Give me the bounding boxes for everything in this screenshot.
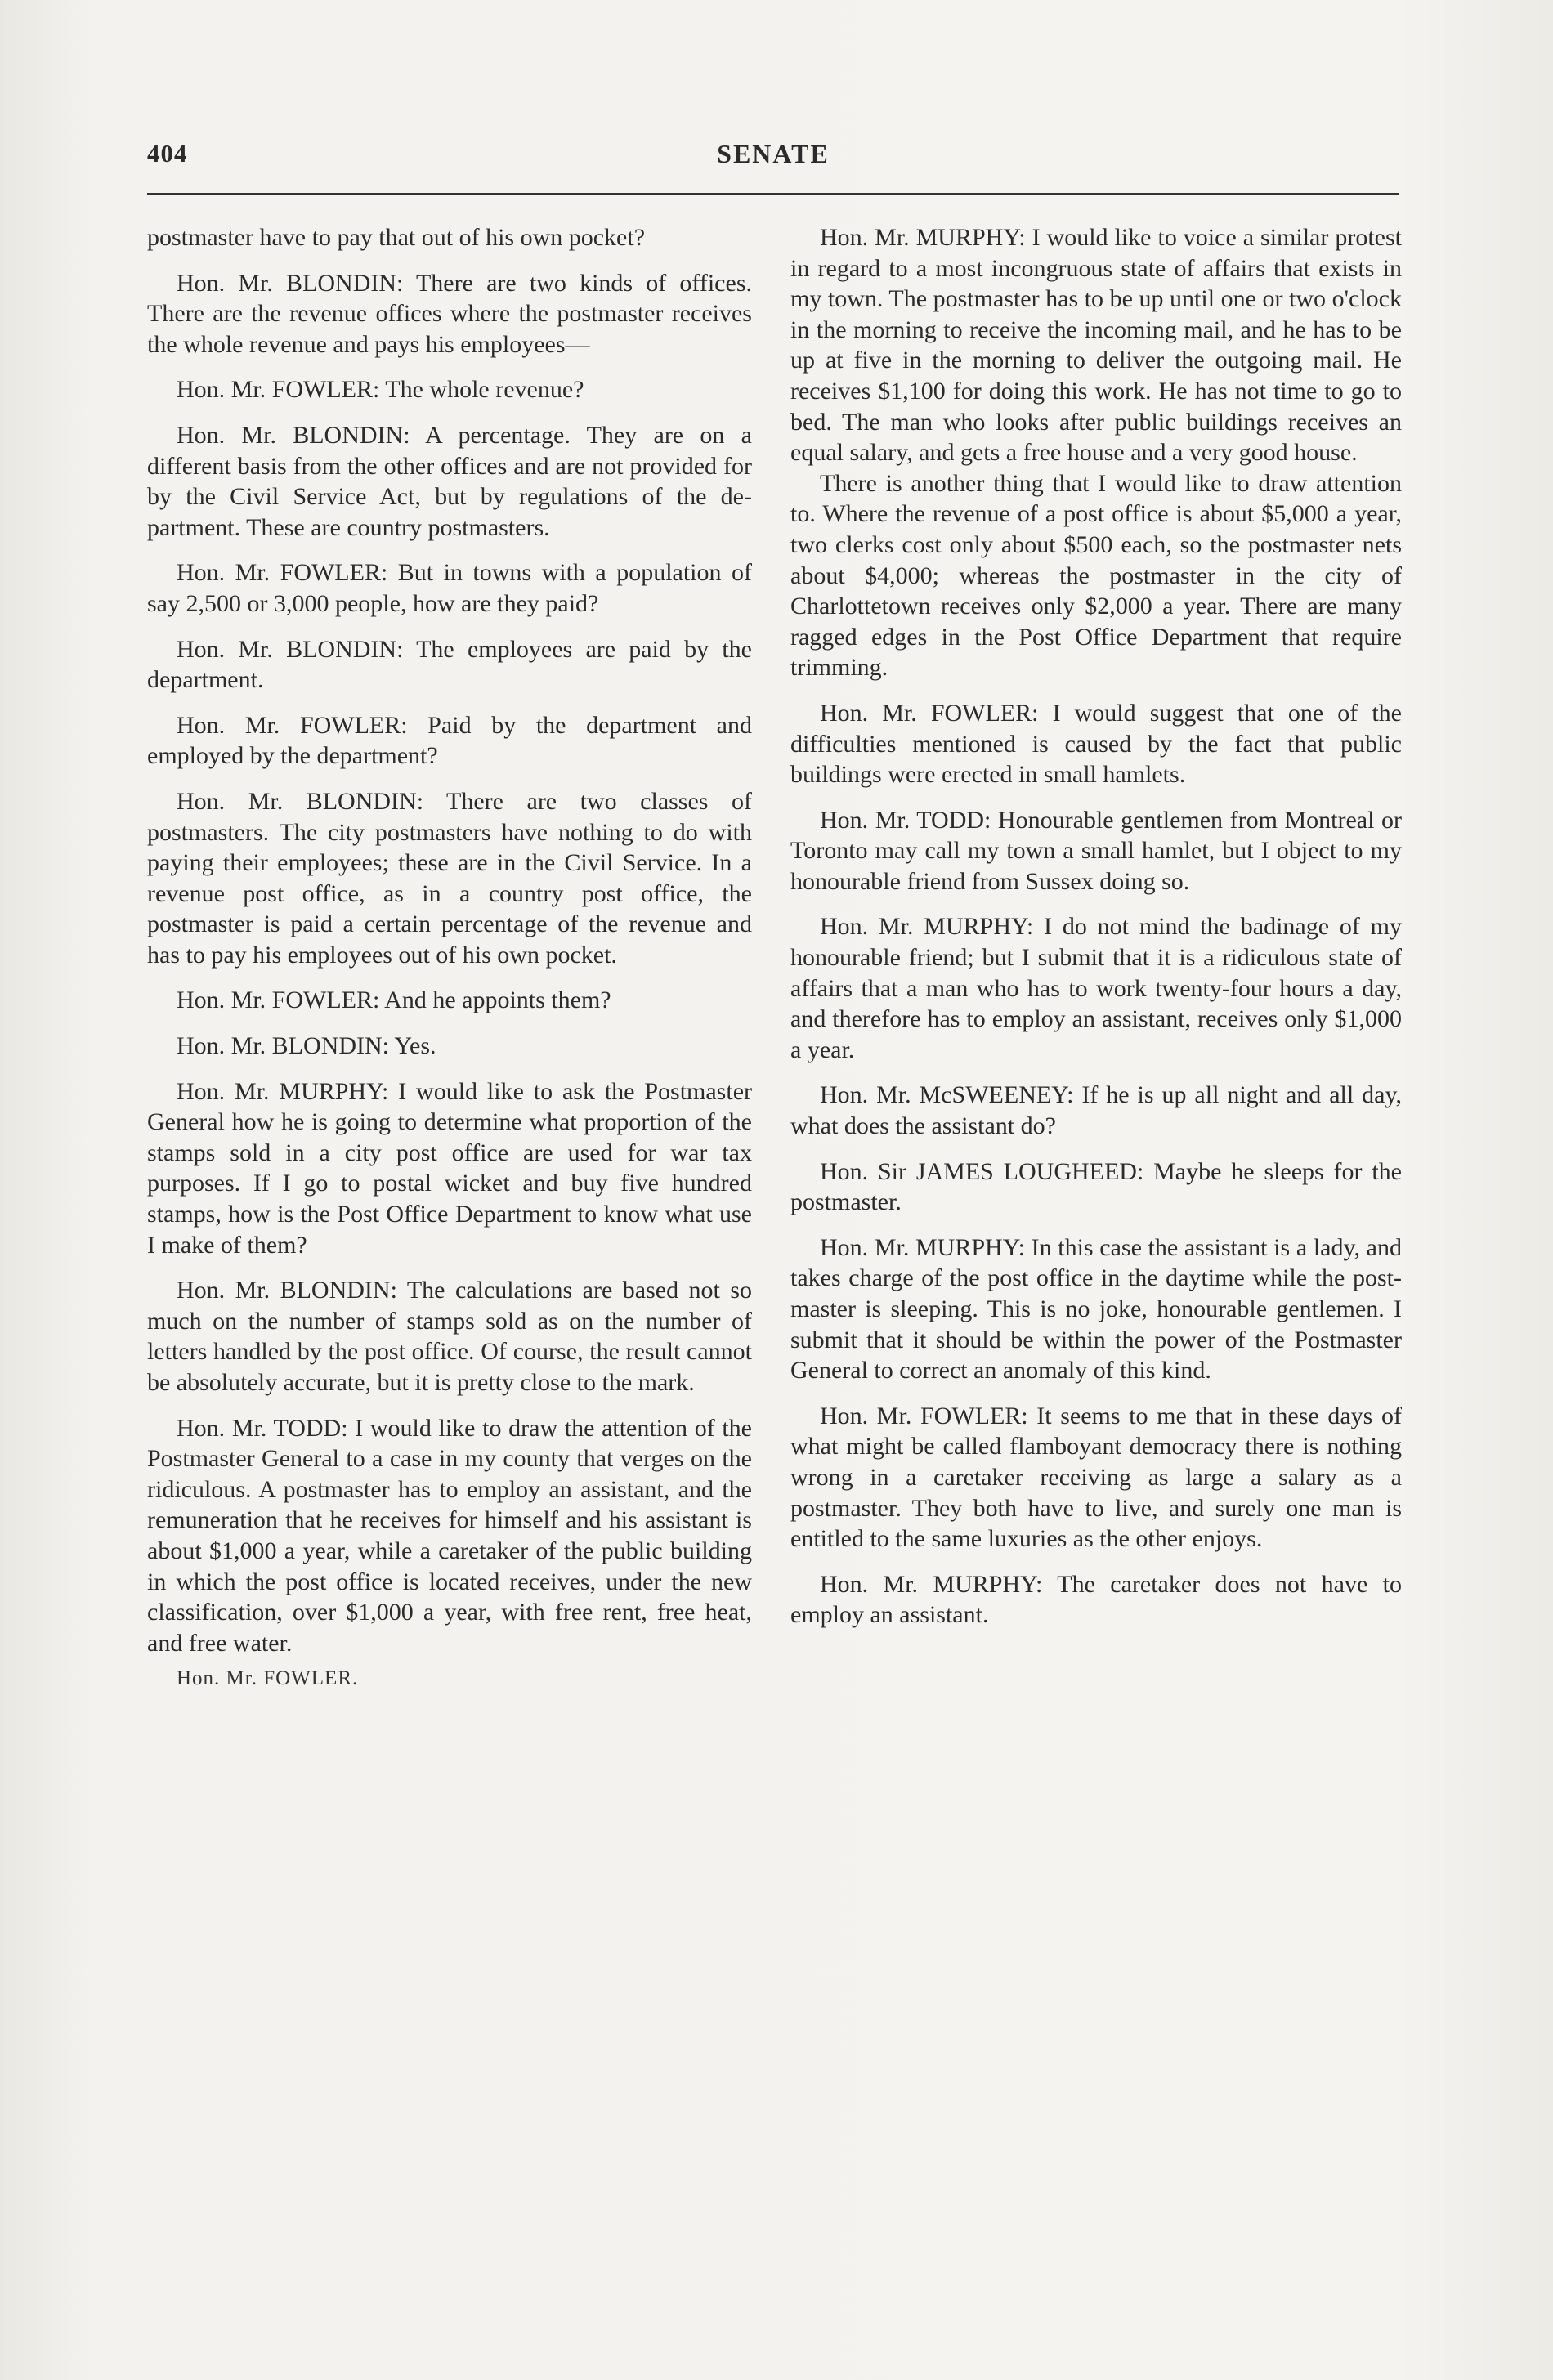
- left-column: [147, 222, 752, 1694]
- paragraph: postmaster have to pay that out of his own pocket?: [147, 224, 646, 251]
- paragraph: Hon. Mr. FOWLER: It seems to me that in these days of what might be called flamboyant democracy there is nothing wrong in a caretaker receiving as large a salary as a postmaster. They both have to live, and surely one man is entitled to the same luxuries as the other enjoys.: [790, 1402, 1402, 1553]
- paragraph: Hon. Mr. TODD: I would like to draw the attention of the Postmaster General to a case in my county that verges on the ridiculous. A postmaster has to employ an assistant, and the remuneration that he receives for himself and his assistant is about $1,000 a year, while a caretaker of the public building in which the post office is located receives, under the new classification, over $1,000 a year, with free rent, free heat, and free water.: [147, 1414, 752, 1657]
- paragraph: Hon. Mr. FOWLER: Paid by the department and employed by the department?: [147, 711, 752, 770]
- catchword: Hon. Mr. FOWLER.: [177, 1667, 359, 1690]
- paragraph: Hon. Mr. MURPHY: I do not mind the badinage of my honourable friend; but I submit that it is a ridiculous state of affairs that a man who has to work twenty-four hours a day, and therefore has to employ an assistant, receives only $1,000 a year.: [790, 913, 1402, 1063]
- paragraph: Hon. Mr. MURPHY: The caretaker does not have to employ an assistant.: [790, 1570, 1402, 1629]
- paragraph: Hon. Mr. FOWLER: The whole revenue?: [177, 376, 584, 404]
- header-rule: [147, 193, 1399, 195]
- paragraph: Hon. Mr. MURPHY: I would like to ask the Postmaster General how he is going to determine what proportion of the stamps sold in a city post office are used for war tax purposes. If I go to postal wicket and buy five hundred stamps, how is the Post Office Department to know what use I make of them?: [147, 1077, 752, 1259]
- paragraph: Hon. Mr. FOWLER: I would suggest that one of the difficulties mentioned is caused by the fact that public buildings were erected in small hamlets.: [790, 699, 1402, 789]
- paragraph: Hon. Mr. FOWLER: But in towns with a population of say 2,500 or 3,000 people, how are they paid?: [147, 559, 752, 617]
- paragraph: Hon. Sir JAMES LOUGHEED: Maybe he sleeps for the postmaster.: [790, 1157, 1402, 1216]
- paragraph: Hon. Mr. TODD: Honourable gentlemen from Montreal or Toronto may call my town a small hamlet, but I object to my honourable friend from Sussex doing so.: [790, 806, 1402, 895]
- paragraph: Hon. Mr. McSWEENEY: If he is up all night and all day, what does the assistant do?: [790, 1081, 1402, 1140]
- page-number: 404: [147, 139, 188, 168]
- paragraph: Hon. Mr. MURPHY: In this case the assistant is a lady, and takes charge of the post office in the daytime while the postmaster is sleeping. This is no joke, honourable gentlemen. I submit that it should be within the power of the Postmaster General to correct an anomaly of this kind.: [790, 1233, 1402, 1385]
- running-head: SENATE: [717, 139, 830, 168]
- paragraph: Hon. Mr. FOWLER: And he appoints them?: [177, 986, 611, 1014]
- page-header: [147, 139, 1399, 178]
- paragraph: Hon. Mr. BLONDIN: The employees are paid by the department.: [147, 635, 752, 694]
- paragraph: Hon. Mr. BLONDIN: The calculations are based not so much on the number of stamps sold as on the number of letters handled by the post office. Of course, the result cannot be absolutely accurate, but it is pretty close to the mark.: [147, 1277, 752, 1396]
- right-column: [790, 222, 1402, 1645]
- paragraph: Hon. Mr. BLONDIN: There are two kinds of offices. There are the revenue offices where the postmaster receives the whole revenue and pays his employees—: [147, 269, 752, 358]
- paragraph: Hon. Mr. BLONDIN: There are two classes of postmasters. The city postmasters have nothing to do with paying their employees; these are in the Civil Service. In a revenue post office, as in a country post office, the postmaster is paid a certain percentage of the revenue and has to pay his employees out of his own pocket.: [147, 787, 752, 969]
- paragraph: Hon. Mr. MURPHY: I would like to voice a similar protest in regard to a most incongruous state of affairs that exists in my town. The postmaster has to be up until one or two o'clock in the morning to receive the incoming mail, and he has to be up at five in the morning to deliver the outgoing mail. He receives $1,100 for doing this work. He has not time to go to bed. The man who looks after public buildings receives an equal salary, and gets a free house and a very good house.: [790, 224, 1402, 467]
- paragraph: Hon. Mr. BLONDIN: Yes.: [177, 1032, 436, 1060]
- paragraph: There is another thing that I would like to draw attention to. Where the revenue of a post office is about $5,000 a year, two clerks cost only about $500 each, so the postmaster nets about $4,000; whereas the postmaster in the city of Charlottetown receives only $2,000 a year. There are many ragged edges in the Post Office Department that require trimming.: [790, 469, 1402, 682]
- paragraph: Hon. Mr. BLONDIN: A percentage. They are on a different basis from the other offices and are not provided for by the Civil Service Act, but by regulations of the department. These are country postmasters.: [147, 421, 752, 541]
